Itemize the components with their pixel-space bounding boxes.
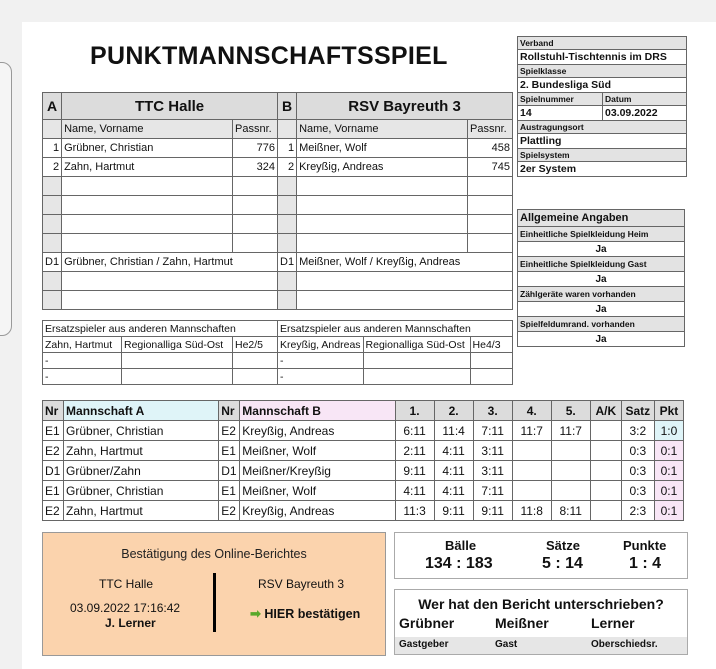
results-header: Satz	[621, 401, 654, 421]
match-player-b: Kreyßig, Andreas	[240, 501, 395, 521]
substitutes-b-table	[277, 320, 513, 385]
doubles-label: D1	[278, 253, 297, 272]
set-score: 11:3	[395, 501, 434, 521]
set-score	[512, 441, 551, 461]
match-player-a: Grübner, Christian	[64, 481, 219, 501]
baelle-label: Bälle	[445, 538, 477, 553]
general-value: Ja	[518, 302, 685, 317]
substitute-dash: -	[278, 353, 364, 369]
ort-value: Plattling	[518, 134, 687, 149]
substitute-dash: -	[43, 353, 122, 369]
punkte-value: 1 : 4	[629, 555, 662, 572]
confirm-button[interactable]	[250, 606, 360, 622]
set-score: 4:11	[434, 481, 473, 501]
confirm-by: J. Lerner	[105, 616, 156, 630]
player-nr: 2	[43, 158, 62, 177]
confirm-home-team: TTC Halle	[99, 577, 154, 591]
substitutes-heading: Ersatzspieler aus anderen Mannschaften	[43, 321, 278, 337]
signer-role: Gastgeber	[399, 639, 449, 650]
set-score: 11:8	[512, 501, 551, 521]
general-label: Einheitliche Spielkleidung Heim	[518, 227, 685, 242]
match-nr-b: E2	[219, 421, 240, 441]
general-label: Spielfeldumrand. vorhanden	[518, 317, 685, 332]
report-sheet	[22, 22, 716, 669]
match-nr-b: E2	[219, 501, 240, 521]
verband-value: Rollstuhl-Tischtennis im DRS	[518, 50, 687, 65]
results-header: 5.	[551, 401, 590, 421]
substitute-league: Regionalliga Süd-Ost	[122, 337, 233, 353]
match-points: 0:1	[654, 441, 683, 461]
player-name: Zahn, Hartmut	[62, 158, 233, 177]
results-header: Nr	[43, 401, 64, 421]
general-heading: Allgemeine Angaben	[518, 210, 685, 227]
set-score: 9:11	[434, 501, 473, 521]
substitutes-a-table	[42, 320, 278, 385]
table-row	[43, 441, 684, 461]
general-info-table	[517, 209, 685, 347]
match-nr-b: D1	[219, 461, 240, 481]
confirm-button-label: HIER bestätigen	[264, 607, 361, 621]
ak-cell	[590, 421, 621, 441]
match-player-a: Zahn, Hartmut	[64, 501, 219, 521]
substitute-league: Regionalliga Süd-Ost	[363, 337, 470, 353]
doubles-names: Grübner, Christian / Zahn, Hartmut	[62, 253, 278, 272]
match-points: 0:1	[654, 501, 683, 521]
baelle-value: 134 : 183	[425, 555, 493, 572]
set-score: 11:7	[512, 421, 551, 441]
ak-cell	[590, 461, 621, 481]
set-score	[551, 441, 590, 461]
match-player-b: Meißner, Wolf	[240, 481, 395, 501]
sets-result: 0:3	[621, 461, 654, 481]
spielnummer-label: Spielnummer	[518, 93, 603, 106]
general-value: Ja	[518, 332, 685, 347]
player-nr: 1	[278, 139, 297, 158]
confirm-datetime: 03.09.2022 17:16:42	[70, 601, 181, 615]
substitute-name: Kreyßig, Andreas	[278, 337, 364, 353]
substitute-position: He2/5	[233, 337, 278, 353]
saetze-value: 5 : 14	[542, 555, 583, 572]
set-score: 9:11	[395, 461, 434, 481]
divider	[213, 573, 216, 632]
general-label: Einheitliche Spielkleidung Gast	[518, 257, 685, 272]
totals-panel	[394, 532, 688, 579]
match-info-table	[517, 36, 687, 177]
signer-name: Grübner	[399, 615, 455, 631]
general-label: Zählgeräte waren vorhanden	[518, 287, 685, 302]
signer-name: Lerner	[591, 615, 635, 631]
player-pass: 324	[233, 158, 278, 177]
match-nr-a: E2	[43, 441, 64, 461]
player-pass: 458	[468, 139, 513, 158]
match-player-b: Meißner, Wolf	[240, 441, 395, 461]
saetze-label: Sätze	[546, 538, 580, 553]
set-score: 4:11	[434, 441, 473, 461]
substitute-dash: -	[278, 369, 364, 385]
spielklasse-label: Spielklasse	[518, 65, 687, 78]
confirmation-title: Bestätigung des Online-Berichtes	[121, 547, 307, 561]
table-row	[43, 421, 684, 441]
table-row	[43, 501, 684, 521]
col-pass-header: Passnr.	[468, 120, 513, 139]
player-name: Kreyßig, Andreas	[297, 158, 468, 177]
spielklasse-value: 2. Bundesliga Süd	[518, 78, 687, 93]
doubles-label: D1	[43, 253, 62, 272]
match-nr-a: D1	[43, 461, 64, 481]
player-pass: 776	[233, 139, 278, 158]
results-header: 1.	[395, 401, 434, 421]
col-pass-header: Passnr.	[233, 120, 278, 139]
team-a-letter: A	[43, 93, 62, 120]
general-value: Ja	[518, 242, 685, 257]
sets-result: 3:2	[621, 421, 654, 441]
set-score: 9:11	[473, 501, 512, 521]
match-nr-b: E1	[219, 441, 240, 461]
set-score: 3:11	[473, 441, 512, 461]
col-name-header: Name, Vorname	[62, 120, 233, 139]
set-score: 11:4	[434, 421, 473, 441]
set-score: 8:11	[551, 501, 590, 521]
side-panel-frame	[0, 62, 12, 336]
system-value: 2er System	[518, 162, 687, 177]
doubles-names: Meißner, Wolf / Kreyßig, Andreas	[297, 253, 513, 272]
results-header: 4.	[512, 401, 551, 421]
player-name: Meißner, Wolf	[297, 139, 468, 158]
page-title: PUNKTMANNSCHAFTSSPIEL	[90, 42, 448, 70]
player-pass: 745	[468, 158, 513, 177]
team-a-table	[42, 92, 278, 310]
arrow-right-icon: ➡	[250, 606, 261, 621]
set-score	[512, 461, 551, 481]
results-table	[42, 400, 684, 521]
match-nr-a: E1	[43, 421, 64, 441]
system-label: Spielsystem	[518, 149, 687, 162]
results-header: 3.	[473, 401, 512, 421]
set-score: 7:11	[473, 481, 512, 501]
substitute-position: He4/3	[470, 337, 512, 353]
table-row	[43, 461, 684, 481]
results-header: Mannschaft B	[240, 401, 395, 421]
set-score: 11:7	[551, 421, 590, 441]
confirmation-panel	[42, 532, 386, 656]
set-score: 3:11	[473, 461, 512, 481]
set-score	[551, 461, 590, 481]
ak-cell	[590, 441, 621, 461]
results-header: A/K	[590, 401, 621, 421]
signer-role: Gast	[495, 639, 518, 650]
ak-cell	[590, 501, 621, 521]
confirm-away-team: RSV Bayreuth 3	[258, 577, 345, 591]
results-header: Mannschaft A	[64, 401, 219, 421]
match-player-a: Grübner, Christian	[64, 421, 219, 441]
match-nr-a: E2	[43, 501, 64, 521]
signer-name: Meißner	[495, 615, 549, 631]
sets-result: 2:3	[621, 501, 654, 521]
verband-label: Verband	[518, 37, 687, 50]
results-header: 2.	[434, 401, 473, 421]
ort-label: Austragungsort	[518, 121, 687, 134]
team-b-table	[277, 92, 513, 310]
match-points: 0:1	[654, 461, 683, 481]
match-nr-a: E1	[43, 481, 64, 501]
set-score: 7:11	[473, 421, 512, 441]
match-points: 1:0	[654, 421, 683, 441]
set-score: 2:11	[395, 441, 434, 461]
match-nr-b: E1	[219, 481, 240, 501]
datum-value: 03.09.2022	[603, 106, 687, 121]
substitutes-heading: Ersatzspieler aus anderen Mannschaften	[278, 321, 513, 337]
player-nr: 1	[43, 139, 62, 158]
match-points: 0:1	[654, 481, 683, 501]
sets-result: 0:3	[621, 481, 654, 501]
team-b-name: RSV Bayreuth 3	[297, 93, 513, 120]
set-score: 4:11	[395, 481, 434, 501]
set-score: 4:11	[434, 461, 473, 481]
signatures-panel	[394, 589, 688, 655]
signer-role: Oberschiedsr.	[591, 639, 658, 650]
punkte-label: Punkte	[623, 538, 667, 553]
spielnummer-value: 14	[518, 106, 603, 121]
set-score	[512, 481, 551, 501]
col-name-header: Name, Vorname	[297, 120, 468, 139]
match-player-a: Zahn, Hartmut	[64, 441, 219, 461]
team-b-letter: B	[278, 93, 297, 120]
match-player-a: Grübner/Zahn	[64, 461, 219, 481]
substitute-dash: -	[43, 369, 122, 385]
team-a-name: TTC Halle	[62, 93, 278, 120]
sets-result: 0:3	[621, 441, 654, 461]
results-header: Pkt	[654, 401, 683, 421]
ak-cell	[590, 481, 621, 501]
datum-label: Datum	[603, 93, 687, 106]
general-value: Ja	[518, 272, 685, 287]
player-nr: 2	[278, 158, 297, 177]
set-score	[551, 481, 590, 501]
signatures-question: Wer hat den Bericht unterschrieben?	[418, 596, 664, 612]
results-header: Nr	[219, 401, 240, 421]
set-score: 6:11	[395, 421, 434, 441]
substitute-name: Zahn, Hartmut	[43, 337, 122, 353]
match-player-b: Kreyßig, Andreas	[240, 421, 395, 441]
match-player-b: Meißner/Kreyßig	[240, 461, 395, 481]
table-row	[43, 481, 684, 501]
player-name: Grübner, Christian	[62, 139, 233, 158]
